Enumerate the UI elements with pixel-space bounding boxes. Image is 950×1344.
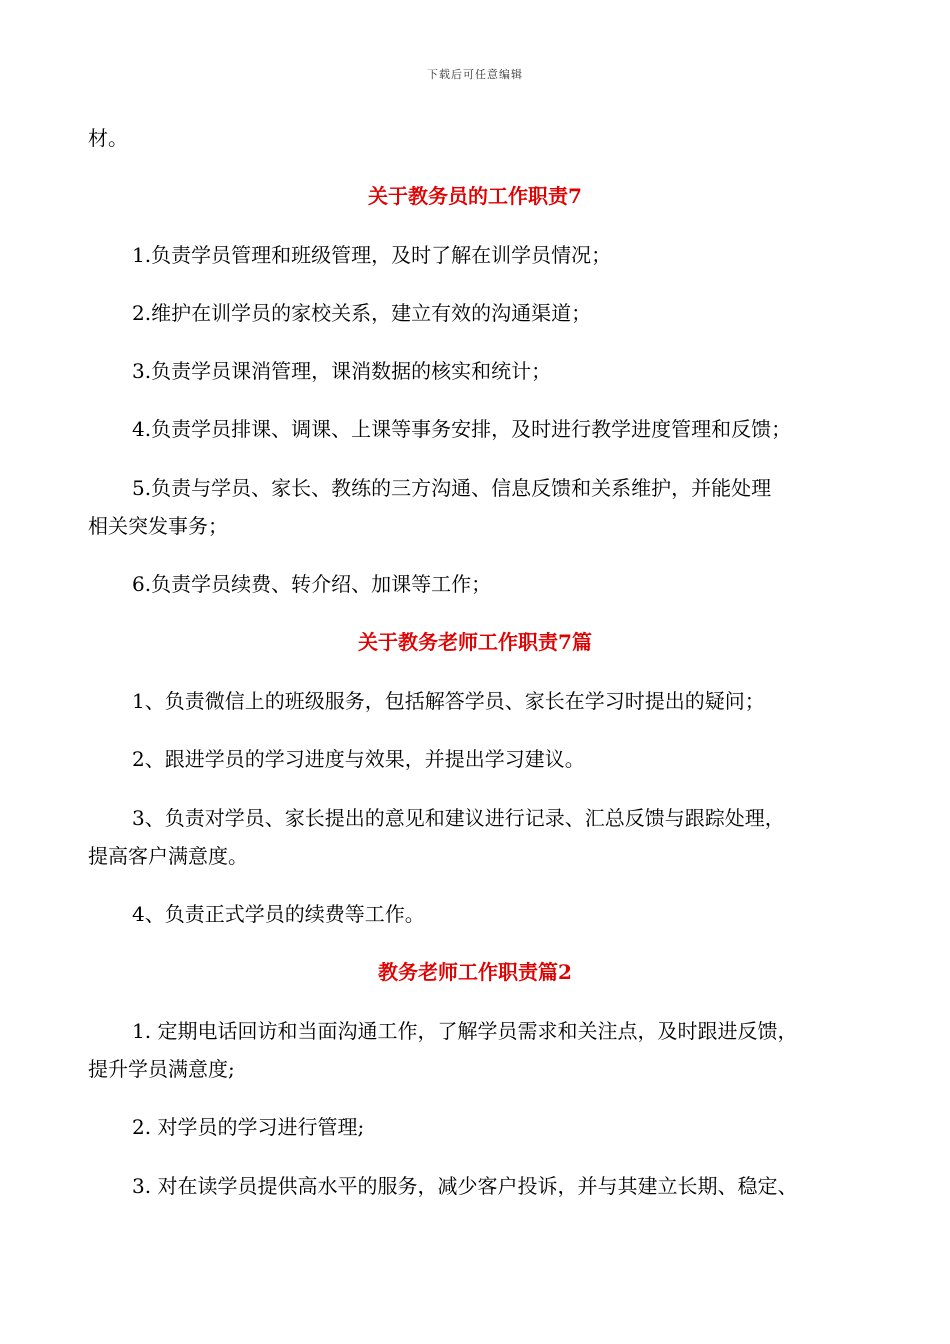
list-item: 1. 定期电话回访和当面沟通工作，了解学员需求和关注点，及时跟进反馈，: [132, 1019, 798, 1043]
list-item-continuation: 相关突发事务；: [88, 514, 228, 538]
list-item: 2.维护在训学员的家校关系，建立有效的沟通渠道；: [132, 301, 592, 325]
section-heading-2: 关于教务老师工作职责7篇: [358, 630, 592, 654]
section-heading-3: 教务老师工作职责篇2: [378, 960, 572, 984]
list-item: 2、跟进学员的学习进度与效果，并提出学习建议。: [132, 747, 585, 771]
list-item: 2. 对学员的学习进行管理;: [132, 1115, 365, 1139]
paragraph-continuation: 材。: [88, 126, 128, 150]
page-header-note: 下载后可任意编辑: [427, 68, 523, 81]
list-item: 1、负责微信上的班级服务，包括解答学员、家长在学习时提出的疑问；: [132, 689, 765, 713]
list-item: 4、负责正式学员的续费等工作。: [132, 902, 425, 926]
list-item: 3. 对在读学员提供高水平的服务，减少客户投诉，并与其建立长期、稳定、: [132, 1174, 798, 1198]
list-item: 5.负责与学员、家长、教练的三方沟通、信息反馈和关系维护，并能处理: [132, 476, 772, 500]
list-item-continuation: 提高客户满意度。: [88, 844, 248, 868]
list-item: 4.负责学员排课、调课、上课等事务安排，及时进行教学进度管理和反馈；: [132, 417, 792, 441]
list-item-continuation: 提升学员满意度;: [88, 1057, 235, 1081]
list-item: 1.负责学员管理和班级管理，及时了解在训学员情况；: [132, 243, 612, 267]
list-item: 6.负责学员续费、转介绍、加课等工作；: [132, 572, 492, 596]
section-heading-1: 关于教务员的工作职责7: [368, 184, 582, 208]
list-item: 3.负责学员课消管理，课消数据的核实和统计；: [132, 359, 552, 383]
list-item: 3、负责对学员、家长提出的意见和建议进行记录、汇总反馈与跟踪处理，: [132, 806, 785, 830]
